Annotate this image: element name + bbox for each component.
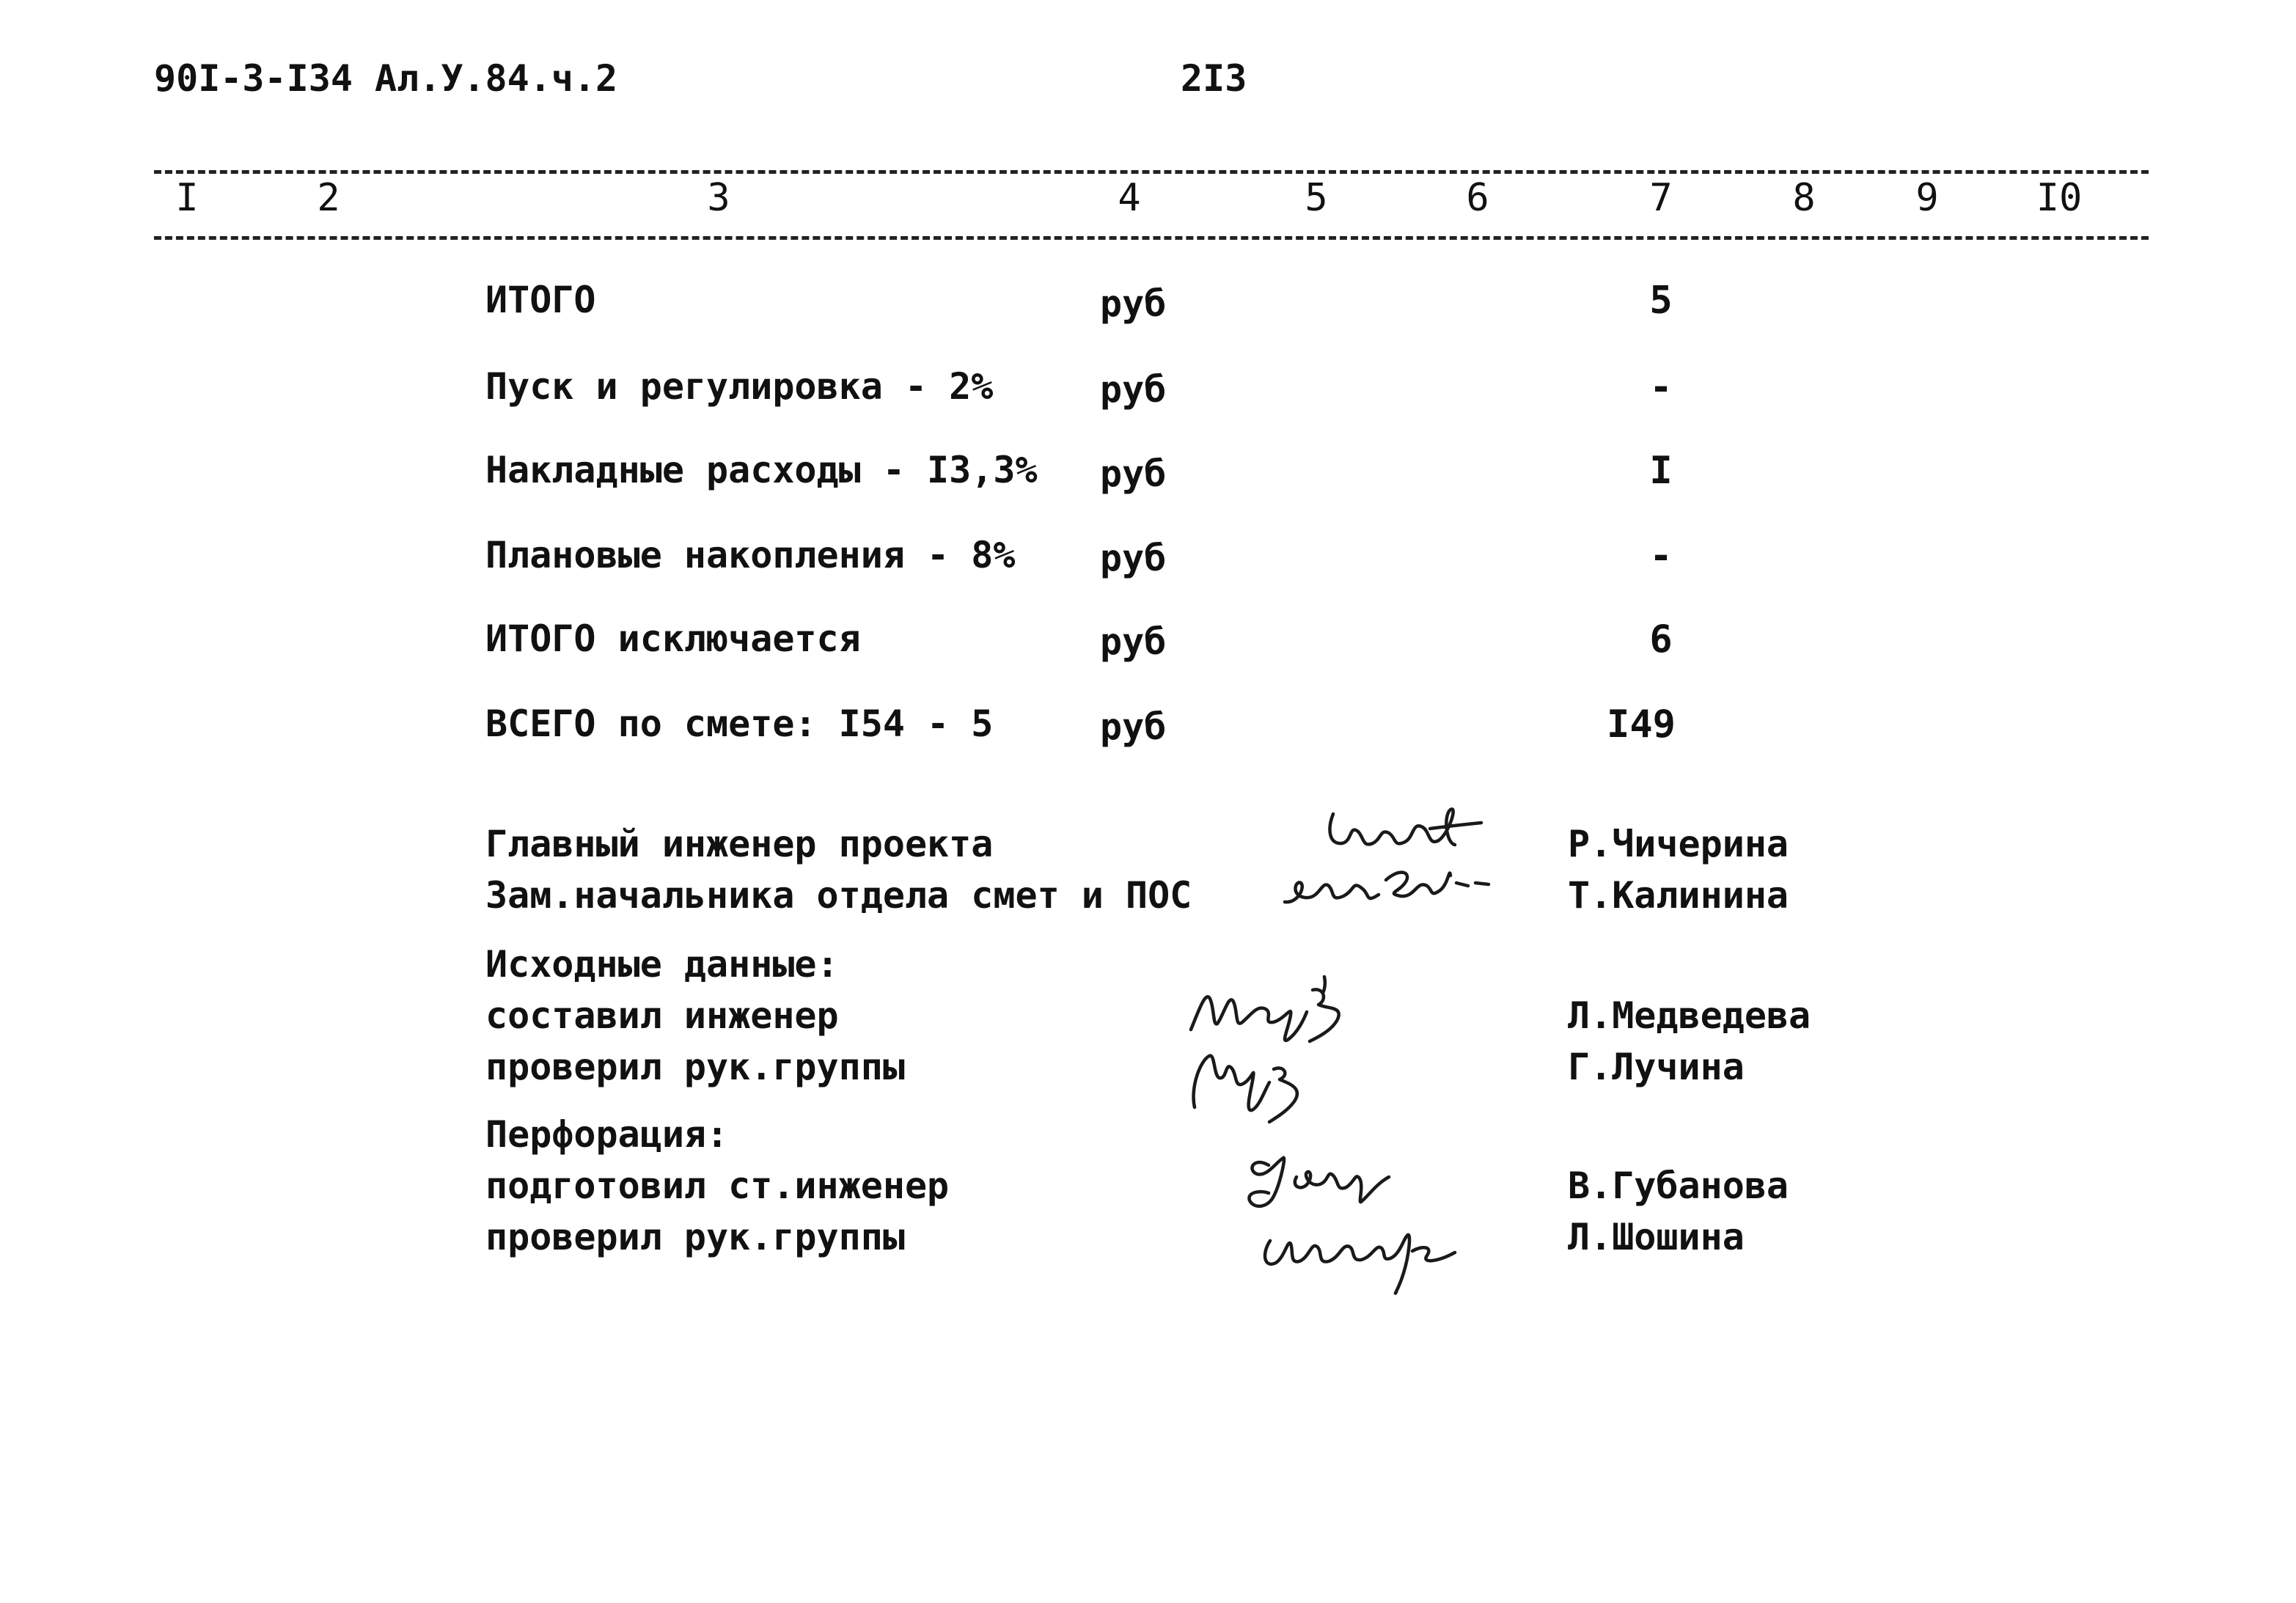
row-unit: руб: [1100, 452, 1167, 495]
column-number: 2: [317, 176, 340, 220]
row-value: -: [1649, 534, 1673, 578]
signature-role: подготовил ст.инженер: [485, 1164, 950, 1207]
column-number: 5: [1305, 176, 1328, 220]
row-value: I: [1649, 449, 1673, 493]
row-label-overhead: Накладные расходы - I3,3%: [485, 449, 1038, 491]
row-unit: руб: [1100, 537, 1167, 579]
signature-role: Главный инженер проекта: [485, 823, 994, 865]
signature-role: составил инженер: [485, 994, 839, 1037]
header-bottom-rule: [154, 236, 2149, 240]
row-unit: руб: [1100, 282, 1167, 325]
handwritten-signature-kalinina: [1276, 851, 1496, 917]
column-number: 6: [1466, 176, 1489, 220]
signatory-name: В.Губанова: [1568, 1164, 1789, 1207]
section-heading: Исходные данные:: [485, 943, 839, 986]
column-number: 3: [707, 176, 730, 220]
handwritten-signature-luchina: [1177, 1035, 1324, 1145]
row-value: 6: [1649, 617, 1673, 661]
row-label-grand-total: ВСЕГО по смете: I54 - 5: [485, 703, 994, 745]
signature-role: проверил рук.группы: [485, 1046, 905, 1088]
signatory-name: Т.Калинина: [1568, 874, 1789, 917]
column-number: 9: [1915, 176, 1939, 220]
signatory-name: Р.Чичерина: [1568, 823, 1789, 865]
signatory-name: Л.Шошина: [1568, 1216, 1745, 1258]
signature-role: проверил рук.группы: [485, 1216, 905, 1258]
row-label-planned-savings: Плановые накопления - 8%: [485, 534, 1016, 576]
column-number: I: [175, 176, 199, 220]
signatory-name: Л.Медведева: [1568, 994, 1811, 1037]
column-number: 4: [1118, 176, 1141, 220]
document-code: 90I-3-I34 Ал.У.84.ч.2: [154, 57, 618, 100]
row-value: 5: [1649, 279, 1673, 323]
section-heading: Перфорация:: [485, 1113, 729, 1156]
row-unit: руб: [1100, 620, 1167, 663]
row-unit: руб: [1100, 368, 1167, 411]
row-value: I49: [1607, 703, 1676, 747]
column-number: 8: [1792, 176, 1816, 220]
header-top-rule: [154, 170, 2149, 174]
row-label-total-excluded: ИТОГО исключается: [485, 617, 861, 660]
signature-role: Зам.начальника отдела смет и ПОС: [485, 874, 1192, 917]
signatory-name: Г.Лучина: [1568, 1046, 1745, 1088]
page-number: 2I3: [1181, 57, 1247, 100]
row-label-total: ИТОГО: [485, 279, 596, 321]
row-label-startup: Пуск и регулировка - 2%: [485, 365, 994, 408]
handwritten-signature-shoshina: [1247, 1203, 1467, 1298]
row-value: -: [1649, 365, 1673, 409]
column-number: I0: [2036, 176, 2083, 220]
row-unit: руб: [1100, 705, 1167, 748]
column-number: 7: [1649, 176, 1673, 220]
